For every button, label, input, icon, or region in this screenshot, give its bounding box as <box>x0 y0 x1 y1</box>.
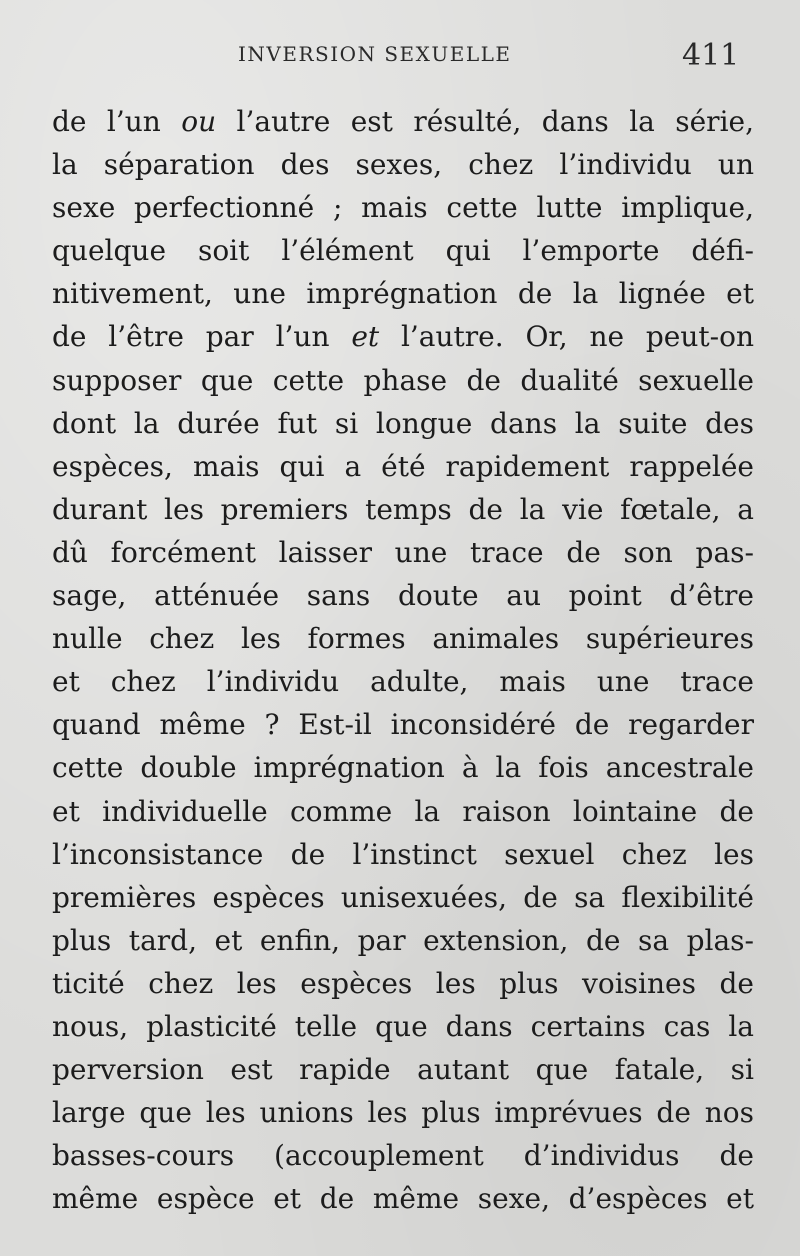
text-line: même espèce et de même sexe, d’espèces et <box>52 1182 754 1216</box>
text-line: large que les unions les plus imprévues de nos <box>52 1096 754 1130</box>
text-line: sexe perfectionné ; mais cette lutte implique, <box>52 191 754 225</box>
text-line: de l’un ou l’autre est résulté, dans la série, <box>52 105 754 138</box>
text-line: quand même ? Est-il inconsidéré de regarder <box>52 708 754 742</box>
running-head <box>0 38 800 78</box>
text-line: et individuelle comme la raison lointaine de <box>52 794 754 828</box>
text-line: plus tard, et enfin, par extension, de sa plas- <box>52 923 754 957</box>
body-text <box>52 100 754 1220</box>
text-line: premières espèces unisexuées, de sa flexibilité <box>52 880 754 914</box>
text-line: durant les premiers temps de la vie fœtale, a <box>52 492 754 526</box>
text-line: dont la durée fut si longue dans la suite des <box>52 406 754 440</box>
text-line: espèces, mais qui a été rapidement rappelée <box>52 449 754 483</box>
text-line: sage, atténuée sans doute au point d’être <box>52 579 754 613</box>
text-line: ticité chez les espèces les plus voisines de <box>52 966 754 1000</box>
text-line: supposer que cette phase de dualité sexuelle <box>52 363 754 397</box>
text-line: l’inconsistance de l’instinct sexuel chez les <box>52 837 754 871</box>
text-line: nulle chez les formes animales supérieures <box>52 622 754 656</box>
text-line: quelque soit l’élément qui l’emporte défi- <box>52 234 754 268</box>
text-line: cette double imprégnation à la fois ancestrale <box>52 751 754 785</box>
page-number: 411 <box>682 38 740 73</box>
text-line: nous, plasticité telle que dans certains cas la <box>52 1009 754 1043</box>
text-line: la séparation des sexes, chez l’individu un <box>52 148 754 182</box>
text-line: perversion est rapide autant que fatale, si <box>52 1053 754 1087</box>
text-line: nitivement, une imprégnation de la lignée et <box>52 277 754 311</box>
running-title: INVERSION SEXUELLE <box>238 42 512 66</box>
text-line: de l’être par l’un et l’autre. Or, ne peut-on <box>52 320 754 354</box>
text-line: dû forcément laisser une trace de son pas- <box>52 535 754 569</box>
text-line: et chez l’individu adulte, mais une trace <box>52 665 754 699</box>
text-line: basses-cours (accouplement d’individus de <box>52 1139 754 1173</box>
